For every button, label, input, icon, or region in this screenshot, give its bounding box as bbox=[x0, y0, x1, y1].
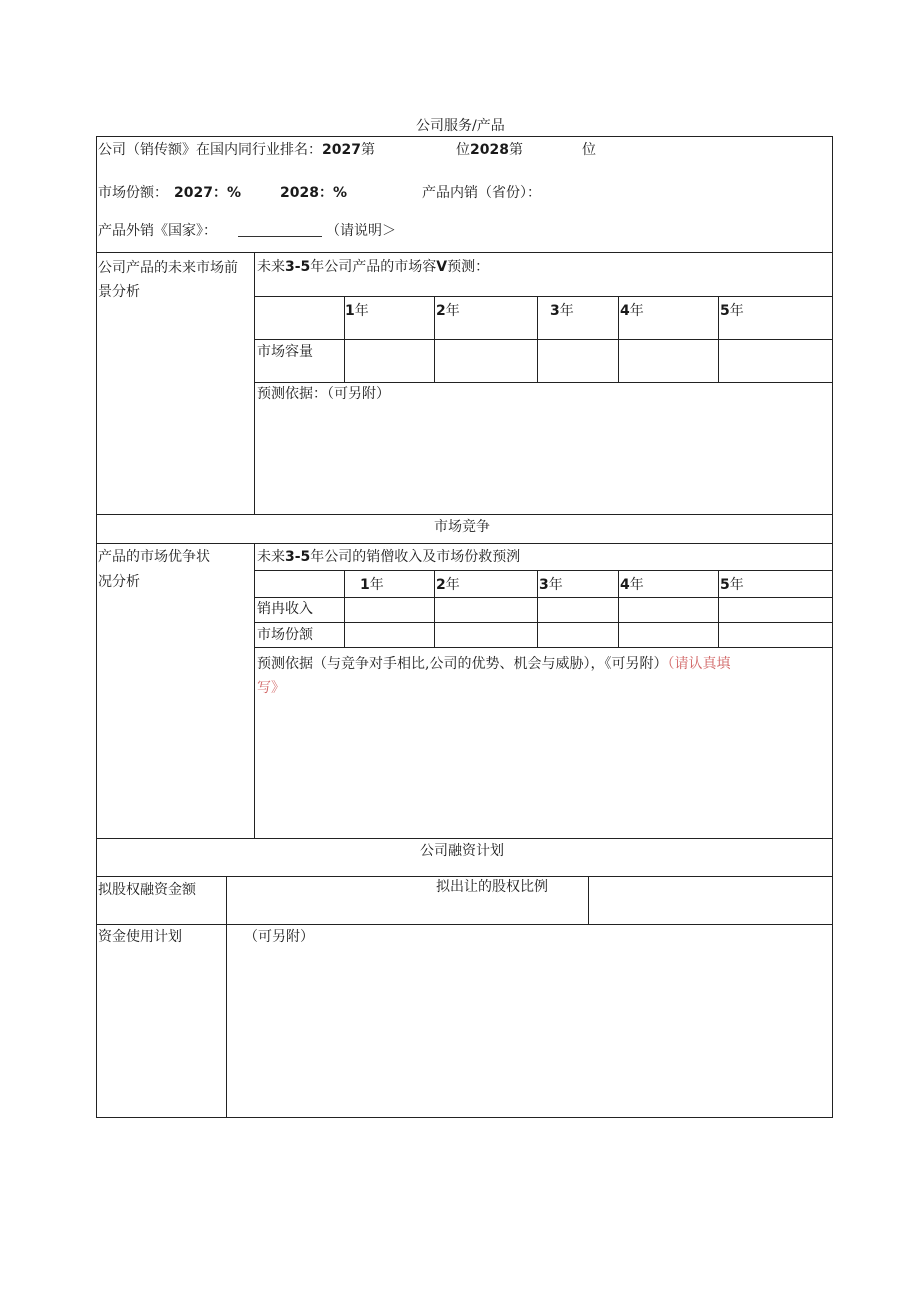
rank-line bbox=[98, 141, 375, 159]
competition-year-1 bbox=[360, 576, 384, 594]
share-row-label: 市场份颔 bbox=[257, 627, 313, 643]
row-line bbox=[96, 838, 832, 839]
row-line bbox=[254, 570, 832, 571]
financing-amount-label: 拟股权融资金额 bbox=[98, 882, 196, 898]
row-line bbox=[254, 382, 832, 383]
competition-row-label-2: 况分析 bbox=[98, 574, 140, 590]
row-line bbox=[254, 647, 832, 648]
year-unit: 年 bbox=[629, 577, 644, 593]
year-num: 2 bbox=[436, 303, 446, 319]
col-line bbox=[344, 570, 345, 647]
page-title: 公司服务/产品 bbox=[416, 118, 505, 134]
forecast-prefix: 未来 bbox=[257, 549, 285, 565]
year-unit: 年 bbox=[445, 577, 460, 593]
fund-usage-label: 资金使用计划 bbox=[98, 929, 182, 945]
row-line bbox=[96, 543, 832, 544]
year-num: 3 bbox=[550, 303, 560, 319]
competition-year-4 bbox=[620, 576, 644, 594]
year-unit: 年 bbox=[729, 303, 744, 319]
share-2028: 2028：% bbox=[280, 185, 347, 201]
basis-red-note-2: 写》 bbox=[257, 680, 285, 696]
rank-line-2028 bbox=[456, 141, 523, 159]
export-note: （请说明＞ bbox=[326, 223, 396, 239]
forecast-suffix: 年公司的销僧收入及市场份救预洌 bbox=[310, 549, 521, 565]
rank-di-2027: 第 bbox=[360, 142, 375, 158]
competition-row-label-1: 产品的市场优争状 bbox=[98, 549, 210, 565]
future-row-label-1: 公司产品的未来市场前 bbox=[98, 260, 238, 276]
forecast-range: 3-5 bbox=[285, 259, 311, 275]
financing-title: 公司融资计划 bbox=[420, 843, 504, 859]
col-line bbox=[537, 570, 538, 647]
forecast-prefix: 未来 bbox=[257, 259, 285, 275]
competition-year-5 bbox=[720, 576, 744, 594]
year-num: 3 bbox=[539, 577, 549, 593]
year-unit: 年 bbox=[559, 303, 574, 319]
row-line bbox=[96, 876, 832, 877]
col-line bbox=[226, 876, 227, 1117]
rank-di-2028: 第 bbox=[508, 142, 523, 158]
table-border-left bbox=[96, 136, 97, 1118]
forecast-suffix: 预测： bbox=[447, 259, 490, 275]
basis-red-note: （请认真填 bbox=[667, 656, 731, 672]
row-line bbox=[254, 296, 832, 297]
sales-label: 销冉收入 bbox=[257, 601, 313, 617]
year-num: 1 bbox=[345, 303, 355, 319]
capacity-label: 市场容量 bbox=[257, 344, 313, 360]
row-line bbox=[96, 252, 832, 253]
future-year-4 bbox=[620, 302, 644, 320]
future-forecast-title bbox=[257, 258, 489, 276]
forecast-range: 3-5 bbox=[285, 549, 311, 565]
rank-wei-2027: 位 bbox=[456, 142, 470, 158]
future-year-2 bbox=[436, 302, 460, 320]
export-blank bbox=[238, 236, 322, 237]
equity-ratio-label: 拟出让的股权比例 bbox=[436, 879, 548, 895]
competition-forecast-title bbox=[257, 548, 520, 566]
rank-year-2028: 2028 bbox=[470, 142, 509, 158]
col-line bbox=[618, 570, 619, 647]
competition-title: 市场竞争 bbox=[434, 519, 490, 535]
row-line bbox=[96, 136, 832, 137]
forecast-v: V bbox=[436, 259, 448, 275]
rank-label: 公司（销传额》在国内同行业排名： bbox=[98, 142, 322, 158]
future-year-1 bbox=[345, 302, 369, 320]
competition-basis bbox=[257, 655, 730, 673]
col-line bbox=[434, 296, 435, 382]
future-year-3 bbox=[550, 302, 574, 320]
future-row-label-2: 景分析 bbox=[98, 284, 140, 300]
rank-wei-2028: 位 bbox=[582, 142, 596, 158]
row-line bbox=[254, 622, 832, 623]
col-line bbox=[254, 543, 255, 838]
future-basis: 预测依据：（可另附） bbox=[257, 386, 390, 402]
col-line bbox=[537, 296, 538, 382]
year-num: 2 bbox=[436, 577, 446, 593]
col-line bbox=[254, 252, 255, 514]
fund-usage-note: （可另附） bbox=[244, 929, 314, 945]
year-num: 4 bbox=[620, 577, 630, 593]
year-unit: 年 bbox=[548, 577, 563, 593]
row-line bbox=[96, 514, 832, 515]
year-num: 5 bbox=[720, 303, 730, 319]
competition-year-3 bbox=[539, 576, 563, 594]
year-unit: 年 bbox=[445, 303, 460, 319]
share-label: 市场份额： bbox=[98, 185, 168, 201]
row-line bbox=[96, 924, 832, 925]
future-year-5 bbox=[720, 302, 744, 320]
row-line bbox=[254, 597, 832, 598]
basis-text: 预测依据（与竞争对手相比,公司的优势、机会与威胁），《可另附） bbox=[257, 656, 668, 672]
col-line bbox=[618, 296, 619, 382]
col-line bbox=[434, 570, 435, 647]
year-unit: 年 bbox=[369, 577, 384, 593]
year-num: 5 bbox=[720, 577, 730, 593]
year-unit: 年 bbox=[729, 577, 744, 593]
year-unit: 年 bbox=[354, 303, 369, 319]
forecast-mid: 年公司产品的市场容 bbox=[310, 259, 437, 275]
year-unit: 年 bbox=[629, 303, 644, 319]
year-num: 1 bbox=[360, 577, 370, 593]
rank-year-2027: 2027 bbox=[322, 142, 361, 158]
col-line bbox=[718, 296, 719, 382]
row-line bbox=[96, 1117, 832, 1118]
row-line bbox=[254, 339, 832, 340]
year-num: 4 bbox=[620, 303, 630, 319]
col-line bbox=[718, 570, 719, 647]
competition-year-2 bbox=[436, 576, 460, 594]
table-border-right bbox=[832, 136, 833, 1118]
col-line bbox=[588, 876, 589, 924]
domestic-label: 产品内销（省份）： bbox=[422, 185, 541, 201]
share-2027: 2027：% bbox=[174, 185, 241, 201]
export-label: 产品外销《国家》： bbox=[98, 223, 217, 239]
